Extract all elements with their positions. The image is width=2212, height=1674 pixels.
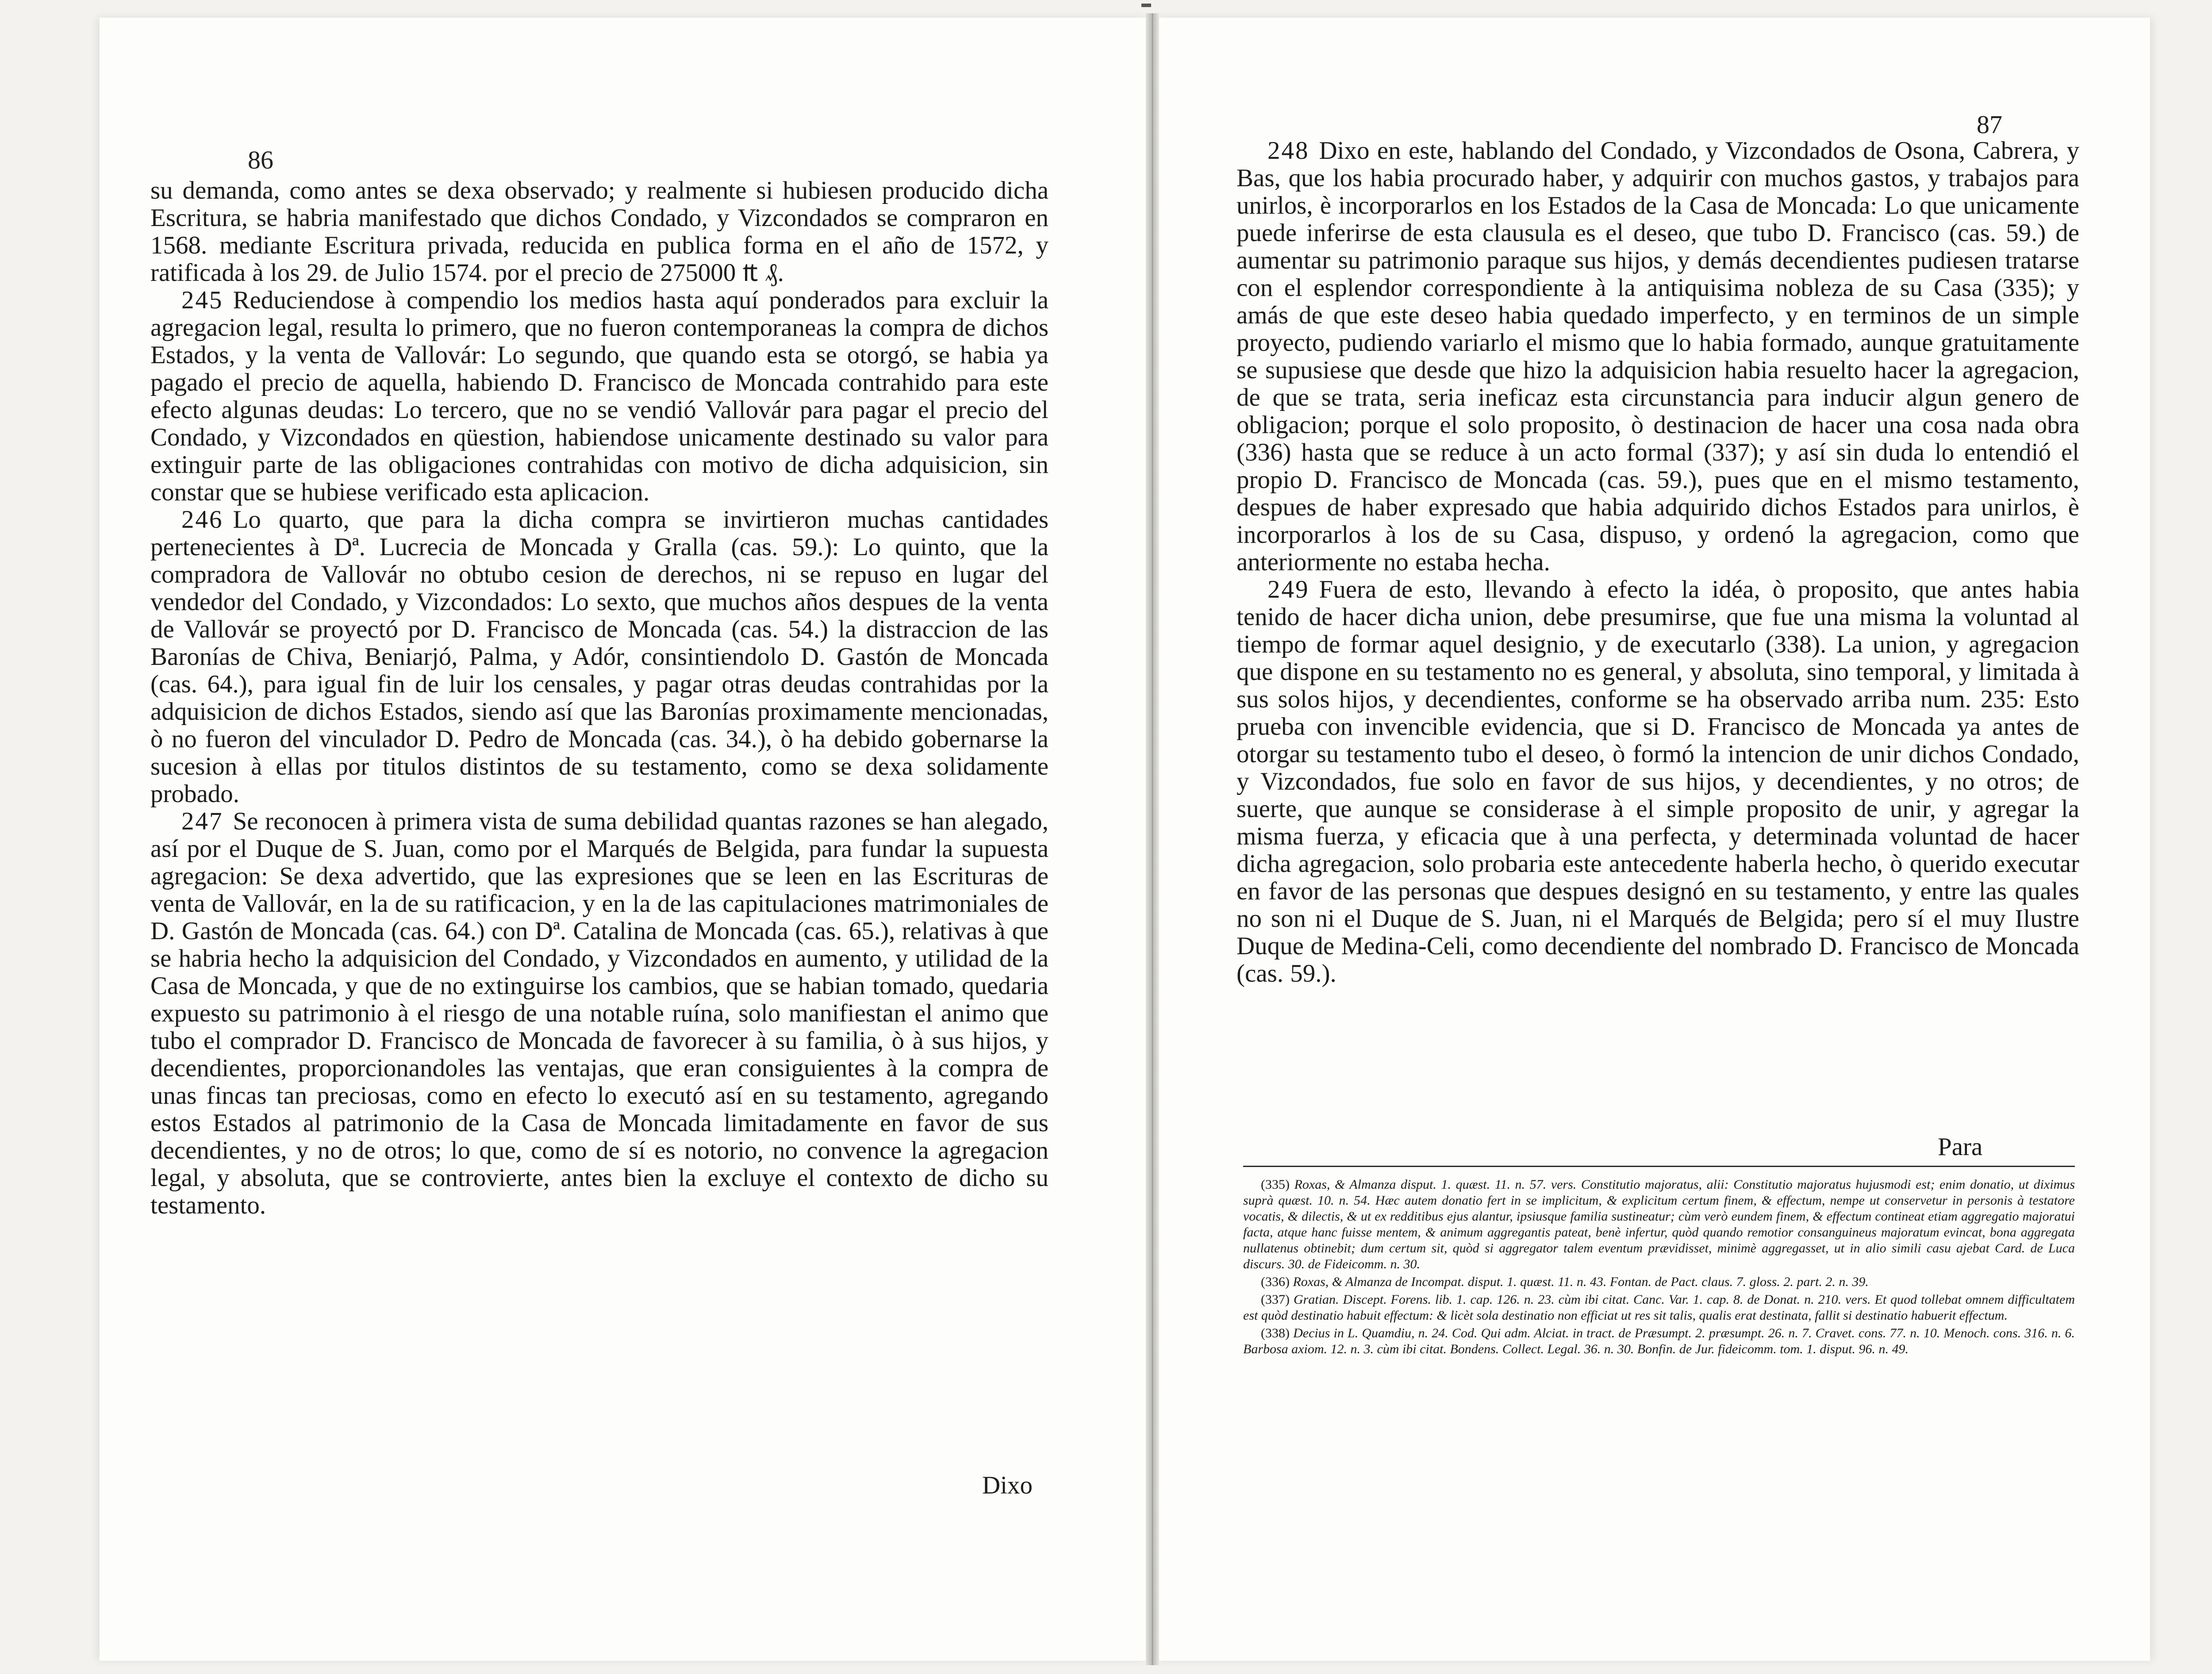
paragraph-248 <box>1237 137 2079 576</box>
footnote-text: Roxas, & Almanza de Incompat. disput. 1. quæst. 11. n. 43. Fontan. de Pact. claus. 7. gloss. 2. part. 2. n. 39. <box>1293 1275 1869 1289</box>
paragraph-249 <box>1237 576 2079 987</box>
paragraph-text: Reduciendose à compendio los medios hasta aquí ponderados para excluir la agregacion legal, resulta lo primero, que no fueron contemporaneas la compra de dichos Estados, y la venta de Vallovár: Lo segundo, que quando esta se otorgó, se habia ya pagado el precio de aquella, habiendo D. Francisco de Moncada contrahido para este efecto algunas deudas: Lo tercero, que no se vendió Vallovár para pagar el precio del Condado, y Vizcondados en qüestion, habiendose unicamente destinado su valor para extinguir parte de las obligaciones contrahidas con motivo de dicha adquisicion, sin constar que se hubiese verificado esta aplicacion. <box>150 286 1048 506</box>
footnote-335 <box>1243 1177 2075 1272</box>
footnote-text: Gratian. Discept. Forens. lib. 1. cap. 126. n. 23. cùm ibi citat. Canc. Var. 1. cap. 8. de Donat. n. 210. vers. Et quod tollebat omnem difficultatem est quòd destinatio habuit effectum: & licèt sola destinatio non efficiat ut res sit talis, qualis erat destinata, fallit si destinatio habuerit effectum. <box>1243 1292 2075 1323</box>
top-binding-mark <box>1141 4 1151 7</box>
paragraph-text: Lo quarto, que para la dicha compra se invirtieron muchas cantidades pertenecientes à Dª. Lucrecia de Moncada y Gralla (cas. 59.): Lo quinto, que la compradora de Vallovár no obtubo cesion de derechos, ni se repuso en lugar del vendedor del Condado, y Vizcondados: Lo sexto, que muchos años despues de la venta de Vallovár se proyectó por D. Francisco de Moncada (cas. 54.) la distraccion de las Baronías de Chiva, Beniarjó, Palma, y Adór, consintiendolo D. Gastón de Moncada (cas. 64.), para igual fin de luir los censales, y pagar otras deudas contrahidas por la adquisicion de dichos Estados, siendo así que las Baronías proximamente mencionadas, ò no fueron del vinculador D. Pedro de Moncada (cas. 34.), ò ha debido gobernarse la sucesion à ellas por titulos distintos de su testamento, como se dexa solidamente probado. <box>150 506 1048 808</box>
paragraph-number: 246 <box>181 506 223 534</box>
page-number-left: 86 <box>248 146 273 174</box>
footnote-336 <box>1243 1274 2075 1290</box>
paragraph-continuation <box>150 177 1048 287</box>
footnote-ref: (338) <box>1261 1326 1290 1340</box>
footnote-text: Decius in L. Quamdiu, n. 24. Cod. Qui adm. Alciat. in tract. de Præsumpt. 2. præsumpt. 26. n. 7. Cravet. cons. 77. n. 10. Menoch. cons. 316. n. 6. Barbosa axiom. 12. n. 3. cùm ibi citat. Bondens. Collect. Legal. 36. n. 30. Bonfin. de Jur. fideicomm. tom. 1. disput. 96. n. 49. <box>1243 1326 2075 1356</box>
paragraph-text: su demanda, como antes se dexa observado; y realmente si hubiesen producido dicha Escritura, se habria manifestado que dichos Condado, y Vizcondados se compraron en 1568. mediante Escritura privada, reducida en publica forma en el año de 1572, y ratificada à los 29. de Julio 1574. por el precio de 275000 ₶ ₰. <box>150 177 1048 287</box>
paragraph-number: 247 <box>181 807 223 835</box>
paragraph-245 <box>150 287 1048 506</box>
footnotes <box>1243 1177 2075 1359</box>
footnote-337 <box>1243 1292 2075 1324</box>
paragraph-text: Fuera de esto, llevando à efecto la idéa, ò proposito, que antes habia tenido de hacer dicha union, debe presumirse, que fue una misma la voluntad al tiempo de formar aquel designio, y de executarlo (338). La union, y agregacion que dispone en su testamento no es general, y absoluta, sino temporal, y limitada à sus solos hijos, y decendientes, conforme se ha observado arriba num. 235: Esto prueba con invencible evidencia, que si D. Francisco de Moncada ya antes de otorgar su testamento tubo el deseo, ò formó la intencion de unir dichos Condado, y Vizcondados, fue solo en favor de sus hijos, y decendientes, y no otros; de suerte, que aunque se considerase à el simple proposito de unir, y agregar la misma fuerza, y eficacia que à una perfecta, y determinada voluntad de hacer dicha agregacion, solo probaria este antecedente haberla hecho, ò querido executar en favor de las personas que despues designó en su testamento, y entre las quales no son ni el Duque de S. Juan, ni el Marqués de Belgida; pero sí el muy Ilustre Duque de Medina-Celi, como decendiente del nombrado D. Francisco de Moncada (cas. 59.). <box>1237 576 2079 987</box>
paragraph-246 <box>150 506 1048 808</box>
paragraph-247 <box>150 808 1048 1219</box>
left-text-block <box>150 177 1048 1219</box>
right-text-block <box>1237 137 2079 987</box>
paragraph-number: 245 <box>181 286 223 314</box>
footnote-divider <box>1243 1166 2075 1167</box>
paragraph-number: 249 <box>1267 576 1310 603</box>
page-number-right: 87 <box>1977 110 2002 139</box>
book-gutter <box>1146 13 1159 1665</box>
footnote-ref: (337) <box>1261 1292 1290 1307</box>
paragraph-text: Dixo en este, hablando del Condado, y Vizcondados de Osona, Cabrera, y Bas, que los habia procurado haber, y adquirir con muchos gastos, y trabajos para unirlos, è incorporarlos en los Estados de la Casa de Moncada: Lo que unicamente puede inferirse de esta clausula es el deseo, que tubo D. Francisco (cas. 59.) de aumentar su patrimonio paraque sus hijos, y demás decendientes pudiesen tratarse con el esplendor correspondiente à la antiquisima nobleza de su Casa (335); y amás de que este deseo habia quedado imperfecto, y en terminos de un simple proyecto, pudiendo variarlo el mismo que lo habia formado, aunque gratuitamente se supusiese que desde que hizo la adquisicion habia resuelto hacer la agregacion, de que se trata, seria ineficaz esta circunstancia para inducir algun genero de obligacion; porque el solo proposito, ò destinacion de hacer una cosa nada obra (336) hasta que se reduce à un acto formal (337); y así sin duda lo entendió el propio D. Francisco de Moncada (cas. 59.), pues que en el mismo testamento, despues de haber expresado que habia adquirido dichos Estados para unirlos, è incorporarlos à los de su Casa, dispuso, y ordenó la agregacion, como que anteriormente no estaba hecha. <box>1237 137 2079 576</box>
paragraph-text: Se reconocen à primera vista de suma debilidad quantas razones se han alegado, así por el Duque de S. Juan, como por el Marqués de Belgida, para fundar la supuesta agregacion: Se dexa advertido, que las expresiones que se leen en las Escrituras de venta de Vallovár, en la de su ratificacion, y en la de las capitulaciones matrimoniales de D. Gastón de Moncada (cas. 64.) con Dª. Catalina de Moncada (cas. 65.), relativas à que se habria hecho la adquisicion del Condado, y Vizcondados en aumento, y utilidad de la Casa de Moncada, y que de no extinguirse los cambios, que se habian tomado, quedaria expuesto su patrimonio à el riesgo de una notable ruína, solo manifiestan el animo que tubo el comprador D. Francisco de Moncada de favorecer à su familia, ò à sus hijos, y decendientes, proporcionandoles las ventajas, que eran consiguientes à la compra de unas fincas tan preciosas, como en efecto lo executó así en su testamento, agregando estos Estados al patrimonio de la Casa de Moncada limitadamente en favor de sus decendientes, y no de otros; lo que, como de sí es notorio, no convence la agregacion legal, y absoluta, que se controvierte, antes bien la excluye el contexto de dicho su testamento. <box>150 807 1048 1219</box>
footnote-text: Roxas, & Almanza disput. 1. quæst. 11. n. 57. vers. Constitutio majoratus, alii: Constitutio majoratus hujusmodi est; enim donatio, ut diximus suprà quæst. 10. n. 54. Hæc autem donatio fert in se implicitum, & explicitum certum finem, & effectum, nempe ut conservetur in personis à testatore vocatis, & dilectis, & ut ex redditibus ejus alantur, ipsiusque familia sustineatur; cùm verò eundem finem, & effectum contineat etiam aggregatio majoratui facta, atque hanc fuisse mentem, & animum aggregantis pateat, benè infertur, quòd quando remotior consanguineus majoratum evincat, bona aggregata nullatenus obtinebit; dum certum sit, quòd si aggregator talem eventum prævidisset, minimè aggregasset, ut in alio simili casu ajebat Card. de Luca discurs. 30. de Fideicomm. n. 30. <box>1243 1177 2075 1271</box>
paragraph-number: 248 <box>1267 137 1310 165</box>
footnote-338 <box>1243 1325 2075 1357</box>
footnote-ref: (336) <box>1261 1275 1290 1289</box>
footnote-ref: (335) <box>1261 1177 1290 1192</box>
catchword-right: Para <box>1938 1133 1983 1161</box>
catchword-left: Dixo <box>982 1471 1033 1499</box>
